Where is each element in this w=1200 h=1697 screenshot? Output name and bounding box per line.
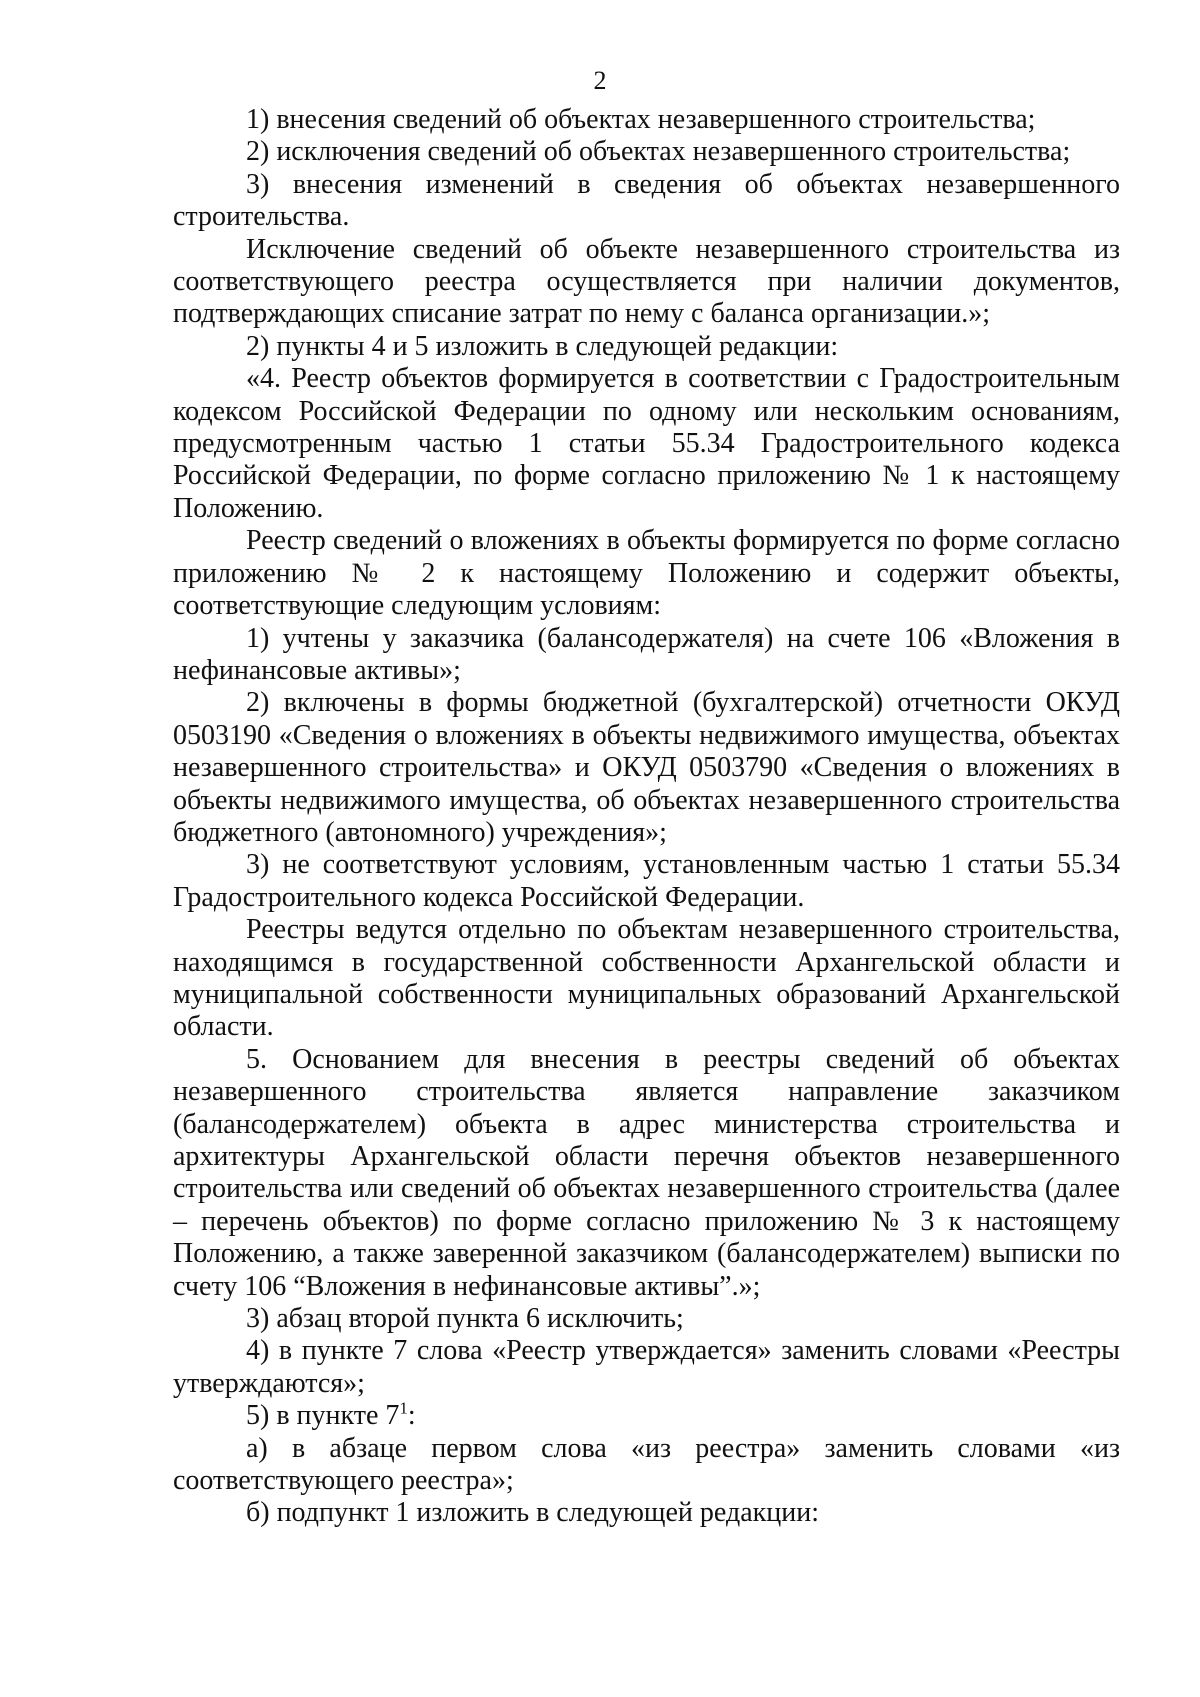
paragraph: 1) внесения сведений об объектах незавершенного строительства; <box>246 104 1036 135</box>
paragraph: а) в абзаце первом слова «из реестра» заменить словами «из соответствующего реестра»; <box>173 1432 1120 1497</box>
paragraph: «4. Реестр объектов формируется в соответствии с Градостроительным кодексом Российской Федерации по одному или нескольким основаниям, предусмотренным частью 1 статьи 55.34 Градостроительного кодекса Российской Федерации, по форме согласно приложению № 1 к настоящему Положению. <box>173 363 1120 524</box>
page-number: 2 <box>593 66 607 95</box>
paragraph: 2) пункты 4 и 5 изложить в следующей редакции: <box>246 330 839 362</box>
paragraph: Реестр сведений о вложениях в объекты формируется по форме согласно приложению № 2 к настоящему Положению и содержит объекты, соответствующие следующим условиям: <box>173 525 1120 622</box>
paragraph: 2) исключения сведений об объектах незавершенного строительства; <box>246 136 1071 168</box>
paragraph: 3) абзац второй пункта 6 исключить; <box>246 1303 684 1335</box>
paragraph: 4) в пункте 7 слова «Реестр утверждается» заменить словами «Реестры утверждаются»; <box>173 1335 1120 1399</box>
paragraph: Исключение сведений об объекте незавершенного строительства из соответствующего реестра осуществляется при наличии документов, подтверждающих списание затрат по нему с баланса организации.»; <box>173 233 1120 330</box>
item5-suffix: : <box>407 1400 416 1432</box>
paragraph: 2) включены в формы бюджетной (бухгалтерской) отчетности ОКУД 0503190 «Сведения о вложениях в объекты недвижимого имущества, объектах незавершенного строительства» и ОКУД 0503790 «Сведения о вложениях в объекты недвижимого имущества, об объектах незавершенного строительства бюджетного (автономного) учреждения»; <box>173 687 1120 848</box>
item5-text: 5) в пункте 7 <box>246 1400 400 1432</box>
paragraph: 3) не соответствуют условиям, установленным частью 1 статьи 55.34 Градостроительного кодекса Российской Федерации. <box>173 849 1120 913</box>
document-body <box>173 104 1120 1530</box>
paragraph: б) подпункт 1 изложить в следующей редакции: <box>246 1497 819 1529</box>
paragraph: Реестры ведутся отдельно по объектам незавершенного строительства, находящимся в государственной собственности Архангельской области и муниципальной собственности муниципальных образований Архангельской области. <box>173 914 1120 1043</box>
paragraph: 5. Основанием для внесения в реестры сведений об объектах незавершенного строительства является направление заказчиком (балансодержателем) объекта в адрес министерства строительства и архитектуры Архангельской области перечня объектов незавершенного строительства или сведений об объектах незавершенного строительства (далее – перечень объектов) по форме согласно приложению № 3 к настоящему Положению, а также заверенной заказчиком (балансодержателем) выписки по счету 106 “Вложения в нефинансовые активы”.»; <box>173 1043 1120 1302</box>
paragraph: 3) внесения изменений в сведения об объектах незавершенного строительства. <box>173 168 1120 233</box>
paragraph: 1) учтены у заказчика (балансодержателя) на счете 106 «Вложения в нефинансовые активы»; <box>173 622 1120 686</box>
item5-superscript: 1 <box>399 1398 408 1418</box>
paragraph-item-5 <box>173 1400 1120 1432</box>
